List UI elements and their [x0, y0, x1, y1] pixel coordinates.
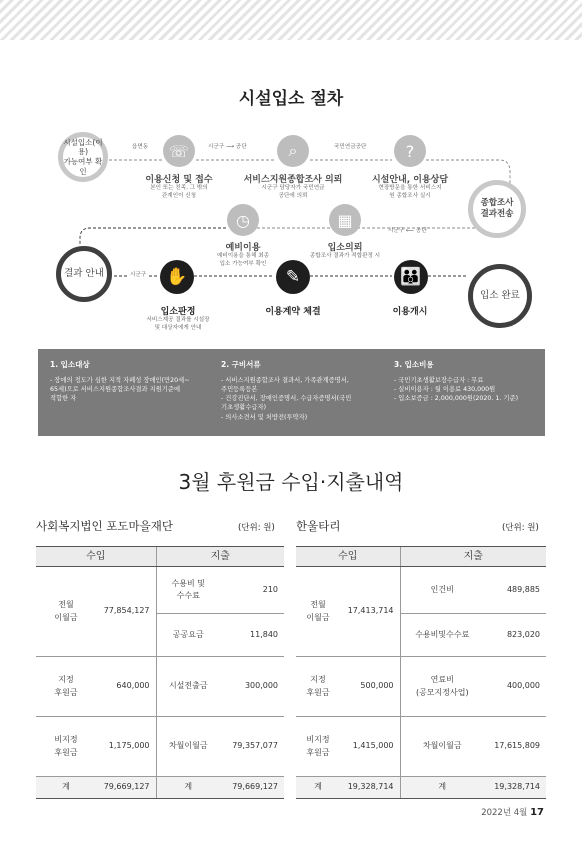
income-header: 수입	[36, 547, 156, 567]
info-cost: 3. 입소비용 - 국민기초생활보장수급자 : 무료 - 실비이용자 : 월 이용료 430,000원 - 입소보증금 : 2,000,000원(2020. 1. 기준)	[394, 360, 519, 403]
result-notice-circle: 결과 안내	[56, 246, 112, 302]
family-icon: 👪	[394, 260, 428, 294]
table-row-label: 수용비및수수료	[400, 614, 484, 657]
flow-label-sigungu: 시군구	[130, 272, 147, 278]
table-row-label: 차월이월금	[156, 717, 220, 777]
flow-label-gongdan-to-sigungu: 시군구 ⟵ 공단	[388, 228, 427, 234]
table-cell-value: 1,415,000	[340, 717, 400, 777]
start-circle: 시설입소(이용) 가능여부 확인	[58, 132, 108, 182]
total-label: 계	[36, 777, 96, 799]
contract-icon: ✎	[276, 260, 310, 294]
table-cell-value: 1,175,000	[96, 717, 156, 777]
admission-info-box	[38, 349, 545, 436]
finance-table-hanultari	[296, 546, 546, 799]
step-desc-judgement: 서비스제공 결과를 시설장 및 대상자에게 안내	[146, 317, 210, 331]
table-row-label: 지정 후원금	[36, 657, 96, 717]
flow-label-nps: 국민연금공단	[334, 144, 367, 150]
step-desc-survey-request: 시군구 담당자가 국민연금 공단에 의뢰	[261, 185, 325, 199]
finance-table-podo	[36, 546, 284, 799]
step-title-start: 이용개시	[392, 307, 428, 317]
expense-header: 지출	[156, 547, 284, 567]
expense-total: 19,328,714	[484, 777, 546, 799]
table-cell-value: 400,000	[484, 657, 546, 717]
unit-label-hanultari: (단위: 원)	[502, 523, 539, 533]
step-title-apply: 이용신청 및 접수	[145, 175, 213, 185]
step-title-admission-request: 입소의뢰	[327, 243, 363, 253]
step-title-contract: 이용계약 체결	[265, 307, 321, 317]
info-documents: 2. 구비서류 - 서비스지원종합조사 결과서, 가족관계증명서, 주민등록등본 - 건강진단서, 장애인증명서, 수급자증명서(국민 기초생활수급자) - 의사소견서 및 처방전(투약자)	[221, 360, 352, 421]
flow-label-sigungu-to-gongdan: 시군구 ⟶ 공단	[208, 144, 247, 150]
table-cell-value: 11,840	[220, 614, 284, 657]
table-cell-value: 17,615,809	[484, 717, 546, 777]
flow-label-eupmyeondong: 읍면동	[132, 144, 149, 150]
table-cell-value: 210	[220, 567, 284, 614]
table-cell-value: 500,000	[340, 657, 400, 717]
income-total: 79,669,127	[96, 777, 156, 799]
phone-icon: ☏	[163, 135, 195, 167]
process-title: 시설입소 절차	[238, 89, 344, 109]
income-total: 19,328,714	[340, 777, 400, 799]
result-transfer-circle: 종합조사 결과전송	[468, 180, 526, 238]
org-name-hanultari: 한울타리	[296, 519, 341, 533]
table-row-label: 전월 이월금	[296, 567, 340, 657]
section-title: 3월 후원금 수입·지출내역	[178, 470, 404, 494]
step-desc-apply: 본인 또는 친족, 그 밖의 관계인이 신청	[150, 185, 208, 199]
handshake-icon: ✋	[160, 260, 194, 294]
clock-icon: ◷	[227, 204, 259, 236]
step-desc-consult: 현장방문을 통한 서비스지 원 종합조사 실시	[378, 185, 442, 199]
admission-complete-circle: 입소 완료	[468, 264, 532, 328]
magnifier-icon: ⌕	[277, 135, 309, 167]
table-row-label: 비지정 후원금	[36, 717, 96, 777]
chat-bubble-icon: ?	[394, 135, 426, 167]
step-title-consult: 시설안내, 이용상담	[371, 175, 449, 185]
total-label: 계	[156, 777, 220, 799]
table-cell-value: 17,413,714	[340, 567, 400, 657]
table-row-label: 공공요금	[156, 614, 220, 657]
page-footer	[481, 806, 544, 818]
table-row-label: 수용비 및 수수료	[156, 567, 220, 614]
step-title-judgement: 입소판정	[160, 307, 196, 317]
table-cell-value: 79,357,077	[220, 717, 284, 777]
table-row-label: 연료비 (공모지정사업)	[400, 657, 484, 717]
table-row-label: 시설전출금	[156, 657, 220, 717]
page-number: 17	[530, 807, 544, 818]
step-desc-admission-request: 종합조사 결과가 적합판정 시	[309, 253, 381, 259]
table-cell-value: 300,000	[220, 657, 284, 717]
table-row-label: 전월 이월금	[36, 567, 96, 657]
table-row-label: 지정 후원금	[296, 657, 340, 717]
total-label: 계	[296, 777, 340, 799]
expense-header: 지출	[400, 547, 546, 567]
table-cell-value: 823,020	[484, 614, 546, 657]
table-cell-value: 77,854,127	[96, 567, 156, 657]
table-cell-value: 640,000	[96, 657, 156, 717]
footer-issue: 2022년 4월	[481, 808, 528, 818]
table-row-label: 차월이월금	[400, 717, 484, 777]
table-row-label: 인건비	[400, 567, 484, 614]
total-label: 계	[400, 777, 484, 799]
income-header: 수입	[296, 547, 400, 567]
table-row-label: 비지정 후원금	[296, 717, 340, 777]
expense-total: 79,669,127	[220, 777, 284, 799]
table-cell-value: 489,885	[484, 567, 546, 614]
step-title-trial: 예비이용	[225, 243, 261, 253]
info-target: 1. 입소대상 - 장애의 정도가 심한 지적 자폐성 장애인(만20세~ 65세)으로 서비스지원종합조사결과 지원기준에 적합한 자	[50, 360, 190, 403]
org-name-podo: 사회복지법인 포도마을재단	[36, 519, 173, 533]
step-desc-trial: 예비이용을 통해 최종 입소 가능여부 확인	[216, 253, 270, 267]
step-title-survey-request: 서비스지원종합조사 의뢰	[243, 175, 343, 185]
unit-label-podo: (단위: 원)	[238, 523, 275, 533]
calendar-icon: ▦	[329, 204, 361, 236]
